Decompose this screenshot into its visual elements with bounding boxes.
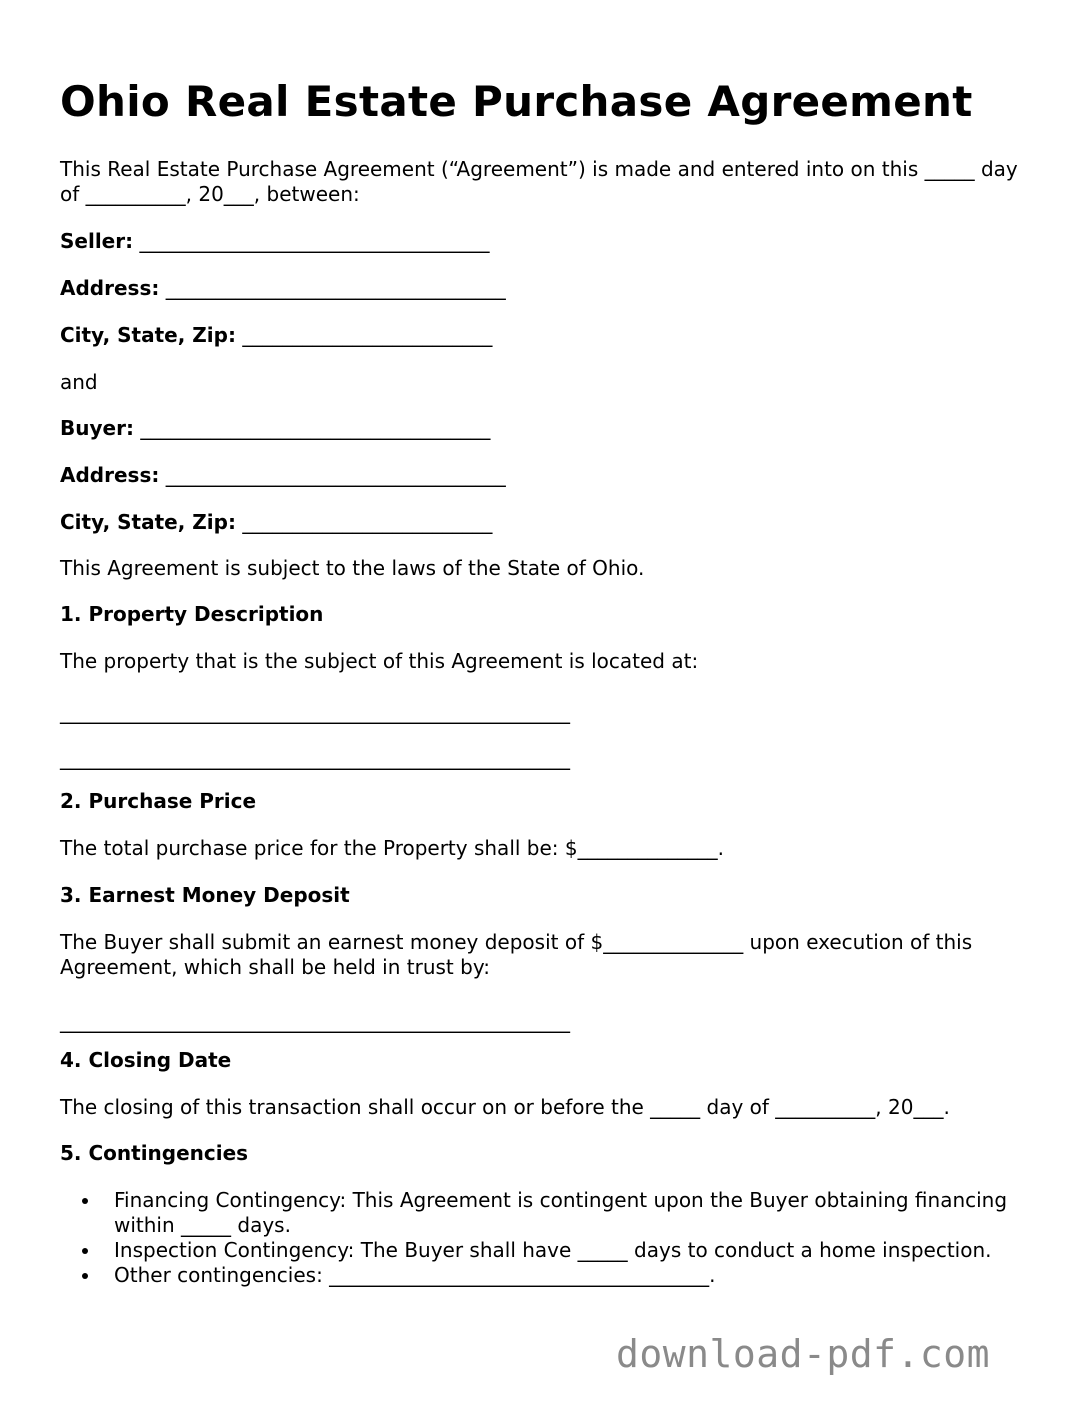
section-price-heading: 2. Purchase Price [60, 789, 257, 813]
buyer-address-label: Address: [60, 463, 160, 487]
buyer-city-blank: _________________________ [242, 510, 493, 534]
seller-city-blank: _________________________ [242, 323, 493, 347]
section-closing-heading: 4. Closing Date [60, 1048, 232, 1072]
document-title: Ohio Real Estate Purchase Agreement [60, 77, 973, 126]
intro-paragraph: This Real Estate Purchase Agreement (“Agreement”) is made and entered into on this _____ day of __________, 20___, between: [60, 157, 1018, 206]
section-closing-text: The closing of this transaction shall occur on or before the _____ day of __________, 20___. [60, 1095, 950, 1119]
governing-law-text: This Agreement is subject to the laws of the State of Ohio. [60, 556, 645, 580]
property-address-blank-1: ___________________________________________________ [60, 700, 570, 724]
watermark: download-pdf.com [616, 1332, 991, 1376]
seller-address-label: Address: [60, 276, 160, 300]
section-price-text: The total purchase price for the Property shall be: $______________. [60, 836, 724, 860]
property-address-blank-2: ___________________________________________________ [60, 746, 570, 770]
section-contingencies-heading: 5. Contingencies [60, 1141, 249, 1165]
list-item: Other contingencies: ______________________________________. [114, 1263, 1014, 1288]
buyer-address-field [60, 463, 506, 488]
buyer-name-label: Buyer: [60, 416, 134, 440]
buyer-name-blank: ___________________________________ [140, 416, 491, 440]
list-item: Inspection Contingency: The Buyer shall have _____ days to conduct a home inspection. [114, 1238, 1014, 1263]
seller-city-field [60, 323, 492, 348]
seller-name-field [60, 229, 489, 254]
buyer-address-blank: __________________________________ [165, 463, 506, 487]
seller-name-label: Seller: [60, 229, 134, 253]
section-deposit-text: The Buyer shall submit an earnest money deposit of $______________ upon execution of this Agreement, which shall be held in trust by: [60, 930, 973, 979]
section-property-text: The property that is the subject of this Agreement is located at: [60, 649, 699, 673]
and-connector: and [60, 370, 98, 394]
buyer-city-field [60, 510, 492, 535]
contingencies-list [60, 1188, 1014, 1288]
seller-city-label: City, State, Zip: [60, 323, 236, 347]
section-deposit-heading: 3. Earnest Money Deposit [60, 883, 350, 907]
buyer-name-field [60, 416, 490, 441]
section-property-heading: 1. Property Description [60, 602, 324, 626]
seller-address-field [60, 276, 506, 301]
list-item: Financing Contingency: This Agreement is contingent upon the Buyer obtaining financing within _____ days. [114, 1188, 1014, 1238]
seller-name-blank: ___________________________________ [139, 229, 490, 253]
seller-address-blank: __________________________________ [165, 276, 506, 300]
deposit-trustee-blank: ___________________________________________________ [60, 1009, 570, 1033]
buyer-city-label: City, State, Zip: [60, 510, 236, 534]
